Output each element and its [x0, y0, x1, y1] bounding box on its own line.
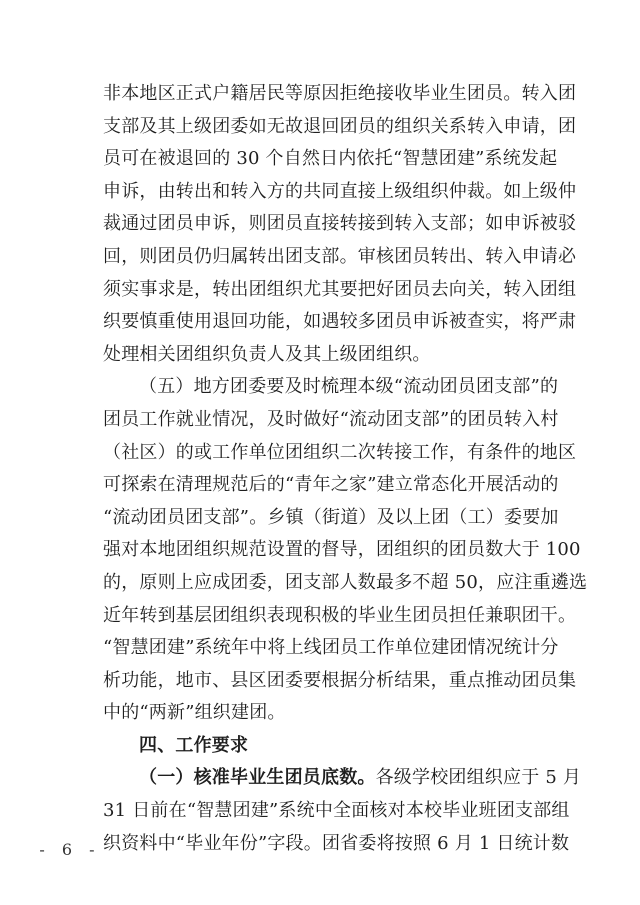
paragraph-line: 强对本地团组织规范设置的督导，团组织的团员数大于 100	[103, 539, 581, 561]
page-number: - 6 -	[39, 840, 101, 859]
paragraph-line: “智慧团建”系统年中将上线团员工作单位建团情况统计分	[103, 637, 559, 659]
paragraph-line: “流动团员团支部”。乡镇（街道）及以上团（工）委要加	[103, 506, 559, 528]
paragraph-line: 31 日前在“智慧团建”系统中全面核对本校毕业班团支部组	[103, 800, 570, 822]
section-heading: 四、工作要求	[139, 734, 249, 756]
paragraph-line: 申诉，由转出和转入方的共同直接上级组织仲裁。如上级仲	[103, 180, 577, 202]
paragraph-line: 员可在被退回的 30 个自然日内依托“智慧团建”系统发起	[103, 148, 558, 170]
paragraph-line: 须实事求是，转出团组织尤其要把好团员去向关，转入团组	[103, 278, 577, 300]
paragraph-line: 织资料中“毕业年份”字段。团省委将按照 6 月 1 日统计数	[103, 832, 570, 854]
paragraph-line: 支部及其上级团委如无故退回团员的组织关系转入申请，团	[103, 115, 577, 137]
paragraph-line: 织要慎重使用退回功能，如遇较多团员申诉被查实，将严肃	[103, 311, 577, 333]
paragraph-line: 中的“两新”组织建团。	[103, 702, 286, 724]
paragraph-line: 近年转到基层团组织表现积极的毕业生团员担任兼职团干。	[103, 604, 577, 626]
paragraph-line: （社区）的或工作单位团组织二次转接工作，有条件的地区	[103, 441, 577, 463]
requirement-text: 各级学校团组织应于 5 月	[375, 767, 582, 789]
paragraph-line: 析功能，地市、县区团委要根据分析结果，重点推动团员集	[103, 669, 577, 691]
paragraph-line: 裁通过团员申诉，则团员直接转接到转入支部；如申诉被驳	[103, 213, 577, 235]
paragraph-line: 的，原则上应成团委，团支部人数最多不超 50，应注重遴选	[103, 571, 588, 593]
requirement-lead: （一）核准毕业生团员底数。	[139, 767, 376, 789]
body-text	[103, 78, 588, 860]
paragraph-line: 非本地区正式户籍居民等原因拒绝接收毕业生团员。转入团	[103, 83, 577, 104]
paragraph-line: 团员工作就业情况，及时做好“流动团支部”的团员转入村	[103, 408, 559, 430]
paragraph-line: 可探索在清理规范后的“青年之家”建立常态化开展活动的	[103, 474, 559, 496]
paragraph-line: 回，则团员仍归属转出团支部。审核团员转出、转入申请必	[103, 245, 577, 267]
paragraph-line: 处理相关团组织负责人及其上级团组织。	[103, 343, 431, 365]
requirement-line	[103, 762, 582, 795]
paragraph-line: （五）地方团委要及时梳理本级“流动团员团支部”的	[139, 376, 559, 398]
